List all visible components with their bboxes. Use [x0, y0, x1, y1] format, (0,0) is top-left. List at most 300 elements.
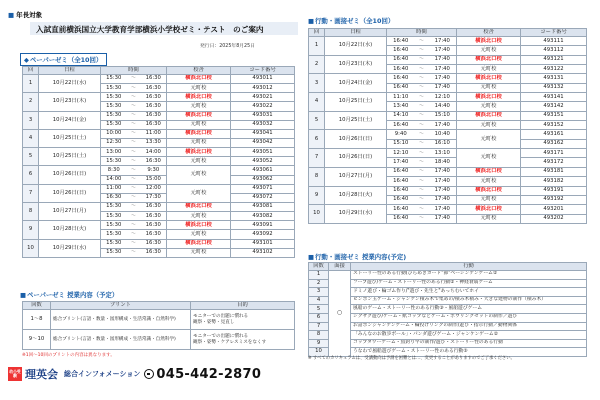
time-separator: ～ — [415, 186, 429, 195]
course-code: 493111 — [521, 37, 587, 46]
time-separator: ～ — [127, 212, 141, 221]
course-code: 493181 — [521, 167, 587, 176]
end-time: 16:30 — [141, 248, 167, 257]
end-time: 12:00 — [141, 184, 167, 193]
col-header-interview: 面接 — [329, 263, 351, 271]
end-time: 18:40 — [429, 158, 457, 167]
end-time: 17:40 — [429, 74, 457, 83]
row-date: 10月22日(水) — [325, 37, 387, 56]
time-separator: ～ — [415, 167, 429, 176]
campus-name: 横浜北口校 — [457, 111, 521, 120]
row-date: 10月25日(土) — [39, 129, 101, 147]
end-time: 13:30 — [141, 138, 167, 147]
time-separator: ～ — [127, 166, 141, 175]
time-separator: ～ — [415, 93, 429, 102]
start-time: 13:40 — [387, 102, 415, 111]
course-code: 493012 — [231, 84, 295, 93]
start-time: 15:30 — [101, 239, 127, 248]
start-time: 15:30 — [101, 202, 127, 211]
course-code: 493192 — [521, 195, 587, 204]
phone-number: 045-442-2870 — [156, 366, 262, 382]
time-separator: ～ — [415, 214, 429, 223]
campus-name: 元町校 — [167, 166, 231, 184]
table-row — [23, 148, 295, 157]
time-separator: ～ — [415, 205, 429, 214]
time-separator: ～ — [415, 55, 429, 64]
table-row — [309, 271, 587, 280]
start-time: 10:00 — [101, 129, 127, 138]
time-separator: ～ — [415, 46, 429, 55]
col-header-print: プリント — [51, 302, 191, 310]
row-date: 10月23日(木) — [39, 93, 101, 111]
col-header-campus: 校舎 — [167, 67, 231, 75]
campus-name: 元町校 — [167, 157, 231, 166]
campus-name: 元町校 — [167, 248, 231, 257]
brand-logo: 幼小受験 — [8, 367, 22, 381]
table-row — [23, 166, 295, 175]
end-time: 17:40 — [429, 46, 457, 55]
course-code: 493052 — [231, 157, 295, 166]
row-number: 9 — [309, 186, 325, 205]
time-separator: ～ — [415, 130, 429, 139]
table-row — [309, 55, 587, 64]
time-separator: ～ — [127, 148, 141, 157]
start-time: 16:40 — [387, 65, 415, 74]
table-row — [309, 130, 587, 139]
row-number: 1 — [23, 75, 39, 93]
campus-name: 横浜北口校 — [457, 37, 521, 46]
course-code: 493041 — [231, 129, 295, 138]
campus-name: 横浜北口校 — [457, 93, 521, 102]
row-number: 6 — [309, 313, 329, 322]
time-separator: ～ — [415, 102, 429, 111]
campus-name: 横浜北口校 — [167, 221, 231, 230]
end-time: 13:10 — [429, 149, 457, 158]
start-time: 16:40 — [387, 121, 415, 130]
campus-name: 横浜北口校 — [457, 74, 521, 83]
row-number: 8 — [309, 331, 329, 340]
row-number: 9 — [23, 221, 39, 239]
time-separator: ～ — [127, 120, 141, 129]
row-date: 10月24日(金) — [325, 74, 387, 93]
table-row — [309, 111, 587, 120]
campus-name: 横浜北口校 — [167, 239, 231, 248]
course-code: 493032 — [231, 120, 295, 129]
start-time: 16:40 — [387, 74, 415, 83]
table-row — [23, 75, 295, 84]
end-time: 16:30 — [141, 202, 167, 211]
start-time: 11:10 — [387, 93, 415, 102]
row-number: 9 — [309, 339, 329, 348]
time-separator: ～ — [415, 195, 429, 204]
table-row — [23, 111, 295, 120]
campus-name: 横浜北口校 — [457, 186, 521, 195]
campus-name: 元町校 — [457, 121, 521, 130]
course-code: 493091 — [231, 221, 295, 230]
table-row: 9～10 総合プリント(言語・数量・図形構成・生活常識・自然科学) モニターでの出題に慣れる 観察・姿勢・ケアレスミスをなくす — [23, 330, 295, 350]
start-time: 15:30 — [101, 75, 127, 84]
end-time: 17:40 — [429, 121, 457, 130]
course-code: 493162 — [521, 139, 587, 148]
end-time: 17:40 — [429, 167, 457, 176]
activity-text: 風船のゲーム・ストーリー性のある行動③・風船遊びゲーム — [351, 305, 587, 314]
campus-name: 元町校 — [167, 138, 231, 147]
start-time: 16:40 — [387, 205, 415, 214]
course-code: 493161 — [521, 130, 587, 139]
table-row — [309, 167, 587, 176]
row-number: 4 — [309, 93, 325, 112]
row-date: 10月25日(土) — [325, 111, 387, 130]
row-number: 1 — [309, 271, 329, 280]
activity-text: コップタワーゲーム・魚釣り竿の制作/遊び・ストーリー性のある行動 — [351, 339, 587, 348]
campus-name: 横浜北口校 — [167, 111, 231, 120]
col-header-code: コード番号 — [521, 29, 587, 37]
course-code: 493141 — [521, 93, 587, 102]
end-time: 17:40 — [429, 205, 457, 214]
time-separator: ～ — [415, 139, 429, 148]
row-date: 10月26日(日) — [325, 130, 387, 149]
target-label: ■ 年長対象 — [8, 11, 43, 19]
row-number: 10 — [309, 205, 325, 224]
time-separator: ～ — [127, 239, 141, 248]
course-code: 493171 — [521, 149, 587, 158]
start-time: 16:40 — [387, 55, 415, 64]
activity-text: ドミノ遊び・輪ゴム作り/"遊び・先生と"あっちむいてホイ — [351, 288, 587, 297]
time-separator: ～ — [127, 129, 141, 138]
table-row — [309, 331, 587, 340]
activity-text: ストーリー性のある行動(ひらめきカード"節"ベーシンケンゲーム② — [351, 271, 587, 280]
course-code: 493132 — [521, 83, 587, 92]
start-time: 16:40 — [387, 167, 415, 176]
row-number: 6 — [23, 166, 39, 184]
course-code: 493142 — [521, 102, 587, 111]
course-code: 493151 — [521, 111, 587, 120]
campus-name: 元町校 — [457, 214, 521, 223]
table-row — [309, 205, 587, 214]
row-date: 10月27日(月) — [325, 167, 387, 186]
end-time: 17:40 — [429, 186, 457, 195]
time-separator: ～ — [127, 230, 141, 239]
end-time: 17:40 — [429, 55, 457, 64]
campus-name: 元町校 — [167, 184, 231, 202]
interview-mark: ○ — [329, 271, 351, 357]
row-number: 10 — [23, 239, 39, 257]
col-header-activity: 行動 — [351, 263, 587, 271]
course-code: 493051 — [231, 148, 295, 157]
row-date: 10月27日(月) — [39, 202, 101, 220]
start-time: 16:40 — [387, 214, 415, 223]
end-time: 16:30 — [141, 93, 167, 102]
campus-name: 元町校 — [167, 102, 231, 111]
campus-name: 元町校 — [457, 102, 521, 111]
course-code: 493021 — [231, 93, 295, 102]
end-time: 14:40 — [429, 102, 457, 111]
course-code: 493131 — [521, 74, 587, 83]
col-header-time: 時間 — [101, 67, 167, 75]
start-time: 15:30 — [101, 111, 127, 120]
row-date: 10月29日(水) — [39, 239, 101, 257]
issue-date: 発行日：2025年8月25日 — [200, 44, 255, 49]
campus-name: 元町校 — [457, 46, 521, 55]
col-header-campus: 校舎 — [457, 29, 521, 37]
time-separator: ～ — [127, 184, 141, 193]
start-time: 15:30 — [101, 230, 127, 239]
end-time: 10:40 — [429, 130, 457, 139]
campus-name: 元町校 — [457, 65, 521, 74]
course-code: 493152 — [521, 121, 587, 130]
end-time: 15:10 — [429, 111, 457, 120]
action-seminar-title: ■行動・画接ゼミ（全10回） — [308, 17, 395, 25]
time-separator: ～ — [415, 83, 429, 92]
campus-name: 横浜北口校 — [457, 167, 521, 176]
end-time: 11:00 — [141, 129, 167, 138]
end-time: 12:10 — [429, 93, 457, 102]
start-time: 15:30 — [101, 120, 127, 129]
table-row — [309, 149, 587, 158]
page-title: 入試直前横浜国立大学教育学部横浜小学校ゼミ・テスト のご案内 — [30, 22, 298, 35]
end-time: 16:30 — [141, 230, 167, 239]
activity-text: ビンボン玉ゲーム・ジャンケン積み木で集めの/積み木積み・大きな建物の制作（積み木） — [351, 296, 587, 305]
campus-name: 横浜北口校 — [167, 202, 231, 211]
end-time: 9:30 — [141, 166, 167, 175]
end-time: 16:30 — [141, 75, 167, 84]
activity-text: お話ボンジャンケンゲーム・輪投げリングの制作/遊び・指示行動／動物関係 — [351, 322, 587, 331]
action-seminar-table — [308, 28, 587, 224]
row-date: 10月26日(日) — [39, 166, 101, 184]
start-time: 16:40 — [387, 46, 415, 55]
row-number: 8 — [23, 202, 39, 220]
campus-name: 横浜北口校 — [167, 75, 231, 84]
col-header-time: 時間 — [387, 29, 457, 37]
row-number: 3 — [309, 74, 325, 93]
row-number: 8 — [309, 167, 325, 186]
col-header-count: 回数 — [23, 302, 51, 310]
table-row — [309, 305, 587, 314]
paper-content-note: ※1回～10回のプリントの内容は異なります。 — [22, 353, 115, 358]
brand-name: 理英会 — [25, 368, 58, 381]
paper-content-title: ■ペーパーゼミ 授業内容（予定） — [20, 291, 119, 299]
start-time: 15:30 — [101, 248, 127, 257]
row-number: 7 — [309, 322, 329, 331]
time-separator: ～ — [127, 138, 141, 147]
activity-text: シグザグ遊び/ゲーム・紙コップなどゲーム・ボウリングセットの制作／遊び — [351, 313, 587, 322]
start-time: 15:30 — [101, 102, 127, 111]
table-row — [309, 93, 587, 102]
table-row — [23, 184, 295, 193]
row-date: 10月28日(火) — [39, 221, 101, 239]
end-time: 15:00 — [141, 175, 167, 184]
row-date: 10月25日(土) — [325, 93, 387, 112]
row-number: 3 — [309, 288, 329, 297]
row-date: 10月26日(日) — [325, 149, 387, 168]
end-time: 16:30 — [141, 111, 167, 120]
start-time: 16:40 — [387, 83, 415, 92]
course-code: 493101 — [231, 239, 295, 248]
table-row: 1～8 総合プリント(言語・数量・図形構成・生活常識・自然科学) モニターでの出題に慣れる 観察・姿勢・見直し — [23, 310, 295, 330]
info-label: 総合インフォメーション — [64, 370, 141, 378]
end-time: 17:40 — [429, 214, 457, 223]
paper-seminar-table — [22, 66, 295, 258]
table-row — [23, 202, 295, 211]
start-time: 14:10 — [387, 111, 415, 120]
course-code: 493062 — [231, 175, 295, 184]
col-header-code: コード番号 — [231, 67, 295, 75]
row-number: 3 — [23, 111, 39, 129]
row-date: 10月28日(火) — [325, 186, 387, 205]
row-number: 5 — [23, 148, 39, 166]
table-row — [23, 129, 295, 138]
campus-name: 元町校 — [167, 120, 231, 129]
start-time: 15:30 — [101, 212, 127, 221]
course-code: 493182 — [521, 177, 587, 186]
time-separator: ～ — [415, 158, 429, 167]
start-time: 16:40 — [387, 186, 415, 195]
start-time: 12:10 — [387, 149, 415, 158]
col-header-date: 日程 — [39, 67, 101, 75]
course-code: 493122 — [521, 65, 587, 74]
row-date: 10月29日(水) — [325, 205, 387, 224]
campus-name: 元町校 — [457, 83, 521, 92]
end-time: 17:40 — [429, 83, 457, 92]
time-separator: ～ — [127, 75, 141, 84]
end-time: 16:10 — [429, 139, 457, 148]
paper-content-table — [22, 301, 295, 350]
course-code: 493092 — [231, 230, 295, 239]
row-date: 10月22日(水) — [39, 75, 101, 93]
start-time: 9:40 — [387, 130, 415, 139]
course-code: 493071 — [231, 184, 295, 193]
campus-name: 元町校 — [457, 130, 521, 149]
time-separator: ～ — [127, 102, 141, 111]
time-separator: ～ — [415, 121, 429, 130]
time-separator: ～ — [127, 248, 141, 257]
time-separator: ～ — [415, 65, 429, 74]
start-time: 15:30 — [101, 84, 127, 93]
time-separator: ～ — [127, 111, 141, 120]
row-number: 4 — [309, 296, 329, 305]
table-row — [309, 313, 587, 322]
table-row — [309, 296, 587, 305]
row-number: 7 — [309, 149, 325, 168]
end-time: 16:30 — [141, 84, 167, 93]
col-header-date: 日程 — [325, 29, 387, 37]
col-header-no: 回 — [23, 67, 39, 75]
table-row — [309, 279, 587, 288]
end-time: 17:30 — [141, 193, 167, 202]
course-code: 493112 — [521, 46, 587, 55]
table-row — [23, 239, 295, 248]
activity-text: 「みんなのお散歩ボール」・パンダ遊びゲーム・ジャンケンゲーム② — [351, 331, 587, 340]
start-time: 11:00 — [101, 184, 127, 193]
start-time: 16:30 — [101, 193, 127, 202]
start-time: 15:30 — [101, 93, 127, 102]
campus-name: 元町校 — [457, 195, 521, 204]
end-time: 16:30 — [141, 120, 167, 129]
course-code: 493042 — [231, 138, 295, 147]
start-time: 12:30 — [101, 138, 127, 147]
end-time: 17:40 — [429, 37, 457, 46]
course-code: 493072 — [231, 193, 295, 202]
paper-seminar-title: ◆ペーパーゼミ（全10回） — [20, 53, 107, 66]
time-separator: ～ — [415, 177, 429, 186]
col-header-count: 回数 — [309, 263, 329, 271]
campus-name: 横浜北口校 — [167, 129, 231, 138]
course-code: 493121 — [521, 55, 587, 64]
col-header-no: 回 — [309, 29, 325, 37]
start-time: 16:40 — [387, 177, 415, 186]
end-time: 14:00 — [141, 148, 167, 157]
time-separator: ～ — [415, 149, 429, 158]
time-separator: ～ — [127, 175, 141, 184]
table-row — [23, 221, 295, 230]
time-separator: ～ — [127, 202, 141, 211]
course-code: 493082 — [231, 212, 295, 221]
start-time: 13:00 — [101, 148, 127, 157]
campus-name: 元町校 — [167, 212, 231, 221]
course-code: 493061 — [231, 166, 295, 175]
table-row — [23, 93, 295, 102]
action-content-title: ■行動・画接ゼミ 授業内容(予定) — [308, 253, 407, 261]
row-number: 4 — [23, 129, 39, 147]
action-content-table — [308, 262, 587, 357]
start-time: 16:40 — [387, 37, 415, 46]
course-code: 493022 — [231, 102, 295, 111]
phone-icon — [144, 369, 154, 379]
course-code: 493031 — [231, 111, 295, 120]
course-code: 493011 — [231, 75, 295, 84]
time-separator: ～ — [415, 37, 429, 46]
footer — [8, 365, 300, 383]
row-number: 5 — [309, 305, 329, 314]
end-time: 17:40 — [429, 177, 457, 186]
campus-name: 元町校 — [457, 149, 521, 168]
start-time: 16:40 — [387, 195, 415, 204]
course-code: 493081 — [231, 202, 295, 211]
table-row — [309, 288, 587, 297]
col-header-purpose: 目的 — [191, 302, 295, 310]
row-number: 1 — [309, 37, 325, 56]
campus-name: 元町校 — [167, 84, 231, 93]
start-time: 15:30 — [101, 221, 127, 230]
course-code: 493172 — [521, 158, 587, 167]
table-row — [309, 322, 587, 331]
activity-text: フープ遊び/ゲーム・ストーリー性のある行動②・神経衰弱ゲーム — [351, 279, 587, 288]
start-time: 8:30 — [101, 166, 127, 175]
start-time: 17:40 — [387, 158, 415, 167]
time-separator: ～ — [415, 74, 429, 83]
row-date: 10月23日(木) — [325, 55, 387, 74]
end-time: 16:30 — [141, 102, 167, 111]
row-number: 10 — [309, 348, 329, 357]
time-separator: ～ — [127, 84, 141, 93]
action-content-note: ※ すべてのカリキュラムは、受講動向は予測を困難とは…、変更することがありますのでご了承ください。 — [308, 356, 515, 361]
end-time: 16:30 — [141, 239, 167, 248]
start-time: 15:10 — [387, 139, 415, 148]
start-time: 15:30 — [101, 157, 127, 166]
course-code: 493102 — [231, 248, 295, 257]
campus-name: 横浜北口校 — [457, 55, 521, 64]
end-time: 17:40 — [429, 195, 457, 204]
time-separator: ～ — [127, 193, 141, 202]
row-date: 10月26日(日) — [39, 184, 101, 202]
course-code: 493202 — [521, 214, 587, 223]
time-separator: ～ — [127, 221, 141, 230]
course-code: 493201 — [521, 205, 587, 214]
row-number: 2 — [309, 55, 325, 74]
table-row — [309, 186, 587, 195]
campus-name: 横浜北口校 — [457, 205, 521, 214]
campus-name: 横浜北口校 — [167, 93, 231, 102]
